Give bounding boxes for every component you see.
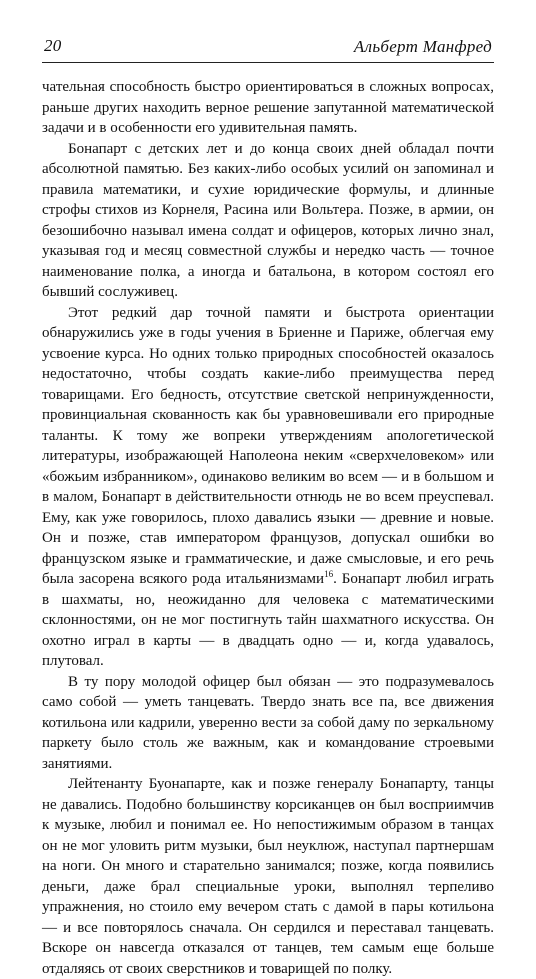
paragraph-education	[42, 303, 494, 672]
paragraph-continued: чательная способность быстро ориентироваться в сложных вопросах, раньше других находить верное решение запутанной математической задачи и в особенности его удивительная память.	[42, 79, 494, 136]
body-text	[42, 77, 494, 979]
paragraph-memory: Бонапарт с детских лет и до конца своих дней обладал почти абсолютной памятью. Без каких-либо особых усилий он запоминал и правила математики, и сухие юридические формулы, и длинные строфы стихов из Корнеля, Расина или Вольтера. Позже, в армии, он безошибочно называл имена солдат и офицеров, которых лично знал, указывая год и месяц совместной службы и нередко часть — точное наименование полка, а иногда и батальона, в котором состоял его бывший сослуживец.	[42, 140, 494, 300]
paragraph-education-text: Этот редкий дар точной памяти и быстрота ориентации обнаружились уже в годы учения в Бриенне и Париже, облегчая ему усвоение курса. Но одних только природных способностей оказалось недостаточно, чтобы создать какие-либо преимущества перед товарищами. Его бедность, отсутствие светской непринужденности, провинциальная скованность как бы уравновешивали его природные таланты. К тому же вопреки утверждениям апологетической литературы, изображающей Наполеона неким «сверхчеловеком» или «божьим избранником», одинаково великим во всем — и в большом и в малом, Бонапарт в действительности отнюдь не во всем преуспевал. Ему, как уже говорилось, плохо давались языки — древние и новые. Он и позже, став императором французов, допускал ошибки во французском языке и грамматические, и даже смысловые, и его речь была засорена всякого рода итальянизмами	[42, 304, 494, 587]
footnote-ref: 16	[324, 569, 334, 579]
running-header	[42, 36, 494, 63]
paragraph-dancing-failure: Лейтенанту Буонапарте, как и позже генералу Бонапарту, танцы не давались. Подобно большинству корсиканцев он был восприимчив к музыке, любил и понимал ее. Но непостижимым образом в танцах он не мог уловить ритм музыки, был неуклюж, наступал партнершам на ноги. Он много и старательно занимался; позже, когда появились деньги, даже брал специальные уроки, выполнял терпеливо упражнения, но стоило ему вечером стать с дамой в пары котильона — и все повторялось сначала. Он сердился и переставал танцевать. Вскоре он навсегда отказался от танцев, тем самым еще больше отдаляясь от своих сверстников и товарищей по полку.	[42, 776, 494, 977]
running-title-author: Альберт Манфред	[353, 37, 492, 56]
paragraph-education-tail: . Бонапарт любил играть в шахматы, но, неожиданно для человека с математическими склонностями, он не мог постигнуть тайн шахматного искусства. Он охотно играл в карты — в двадцать одно — и, когда удавалось, плутовал.	[42, 571, 495, 669]
page-number: 20	[44, 36, 62, 55]
paragraph-dancing-duty: В ту пору молодой офицер был обязан — это подразумевалось само собой — уметь танцевать. Твердо знать все па, все движения котильона или кадрили, уверенно вести за собой даму по зеркальному паркету было столь же важным, как и командование строевыми занятиями.	[42, 673, 494, 772]
